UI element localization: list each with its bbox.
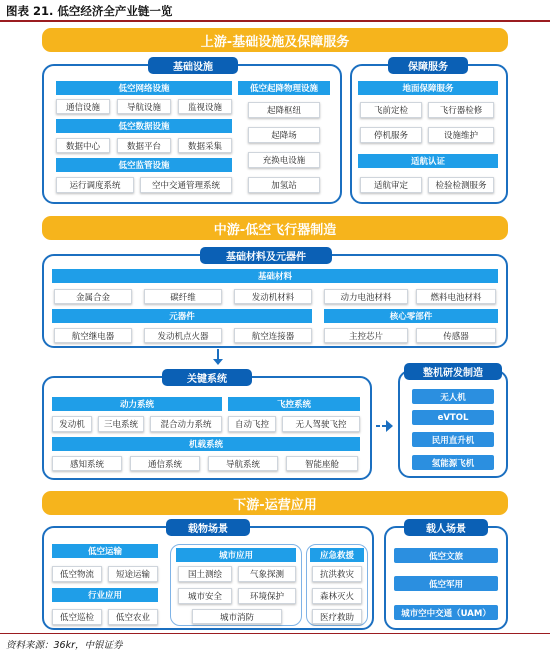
base-material-item: 发动机材料 xyxy=(234,289,312,304)
rescue-item: 抗洪救灾 xyxy=(312,566,362,582)
down-arrow-icon xyxy=(213,359,223,365)
transport-item: 低空物流 xyxy=(52,566,102,582)
industry-application-bar: 行业应用 xyxy=(52,588,158,602)
takeoff-item: 起降场 xyxy=(248,127,320,143)
power-system-item: 混合动力系统 xyxy=(150,416,222,432)
transport-item: 短途运输 xyxy=(108,566,158,582)
supervision-bar: 低空监管设施 xyxy=(56,158,232,172)
guarantee-header: 保障服务 xyxy=(388,57,468,74)
core-part-item: 传感器 xyxy=(416,328,496,343)
city-item: 气象探测 xyxy=(238,566,296,582)
connector-line xyxy=(376,425,380,427)
core-part-item: 主控芯片 xyxy=(324,328,408,343)
upstream-banner: 上游-基础设施及保障服务 xyxy=(42,28,508,52)
ground-item: 设施维护 xyxy=(428,127,494,143)
city-item: 城市安全 xyxy=(178,588,232,604)
airborne-item: 感知系统 xyxy=(52,456,122,471)
supervision-item: 运行调度系统 xyxy=(56,177,134,193)
complete-aircraft-header: 整机研发制造 xyxy=(404,363,502,380)
airborne-item: 导航系统 xyxy=(208,456,278,471)
infra-header: 基础设施 xyxy=(148,57,238,74)
low-altitude-transport-bar: 低空运输 xyxy=(52,544,158,558)
ground-item: 飞行器检修 xyxy=(428,102,494,118)
power-system-item: 三电系统 xyxy=(98,416,144,432)
base-material-item: 金属合金 xyxy=(54,289,132,304)
network-item: 通信设施 xyxy=(56,99,110,114)
rescue-item: 森林灭火 xyxy=(312,588,362,604)
takeoff-facility-bar: 低空起降物理设施 xyxy=(238,81,330,95)
data-item: 数据平台 xyxy=(117,138,171,153)
takeoff-item: 起降枢纽 xyxy=(248,102,320,118)
rescue-item: 医疗救助 xyxy=(312,609,362,624)
key-systems-header: 关键系统 xyxy=(162,369,252,386)
power-system-bar: 动力系统 xyxy=(52,397,222,411)
airborne-system-bar: 机载系统 xyxy=(52,437,360,451)
takeoff-item: 充换电设施 xyxy=(248,152,320,168)
passenger-item: 城市空中交通（UAM） xyxy=(394,605,498,620)
aircraft-item: eVTOL xyxy=(412,410,494,425)
connector-line xyxy=(217,349,219,359)
figure-title: 图表 21. 低空经济全产业链一览 xyxy=(6,4,173,18)
power-system-item: 发动机 xyxy=(52,416,92,432)
network-item: 导航设施 xyxy=(117,99,171,114)
airworthiness-bar: 适航认证 xyxy=(358,154,498,168)
ground-service-bar: 地面保障服务 xyxy=(358,81,498,95)
flight-control-item: 自动飞控 xyxy=(228,416,276,432)
passenger-item: 低空文旅 xyxy=(394,548,498,563)
aircraft-item: 无人机 xyxy=(412,389,494,404)
flight-control-bar: 飞控系统 xyxy=(228,397,360,411)
aircraft-item: 氢能源飞机 xyxy=(412,455,494,470)
passenger-header: 载人场景 xyxy=(404,519,488,536)
components-bar: 元器件 xyxy=(52,309,312,323)
core-parts-bar: 核心零部件 xyxy=(324,309,498,323)
component-item: 航空连接器 xyxy=(234,328,312,343)
ground-item: 停机服务 xyxy=(360,127,422,143)
city-application-bar: 城市应用 xyxy=(176,548,296,562)
industry-item: 低空农业 xyxy=(108,609,158,625)
passenger-item: 低空军用 xyxy=(394,576,498,591)
cert-item: 适航审定 xyxy=(360,177,422,193)
component-item: 航空继电器 xyxy=(54,328,132,343)
airborne-item: 通信系统 xyxy=(130,456,200,471)
midstream-banner: 中游-低空飞行器制造 xyxy=(42,216,508,240)
industry-item: 低空巡检 xyxy=(52,609,102,625)
source-note: 资料来源：36kr，中银证券 xyxy=(6,640,123,651)
aircraft-item: 民用直升机 xyxy=(412,432,494,447)
base-material-item: 燃料电池材料 xyxy=(416,289,496,304)
materials-header: 基础材料及元器件 xyxy=(200,247,332,264)
emergency-rescue-bar: 应急救援 xyxy=(310,548,364,562)
base-material-item: 动力电池材料 xyxy=(324,289,408,304)
supervision-item: 空中交通管理系统 xyxy=(140,177,232,193)
flight-control-item: 无人驾驶飞控 xyxy=(282,416,360,432)
takeoff-item: 加氢站 xyxy=(248,177,320,193)
airborne-item: 智能座舱 xyxy=(286,456,358,471)
cargo-header: 载物场景 xyxy=(166,519,250,536)
component-item: 发动机点火器 xyxy=(144,328,222,343)
base-material-item: 碳纤维 xyxy=(144,289,222,304)
base-material-bar: 基础材料 xyxy=(52,269,498,283)
ground-item: 飞前定检 xyxy=(360,102,422,118)
title-rule xyxy=(0,20,550,22)
cert-item: 检验检测服务 xyxy=(428,177,494,193)
city-item: 环境保护 xyxy=(238,588,296,604)
footer-rule xyxy=(0,633,550,634)
downstream-banner: 下游-运营应用 xyxy=(42,491,508,515)
data-item: 数据采集 xyxy=(178,138,232,153)
network-facility-bar: 低空网络设施 xyxy=(56,81,232,95)
data-facility-bar: 低空数据设施 xyxy=(56,119,232,133)
city-item: 国土测绘 xyxy=(178,566,232,582)
city-item: 城市消防 xyxy=(192,609,282,624)
right-arrow-icon xyxy=(386,420,393,432)
data-item: 数据中心 xyxy=(56,138,110,153)
network-item: 监视设施 xyxy=(178,99,232,114)
